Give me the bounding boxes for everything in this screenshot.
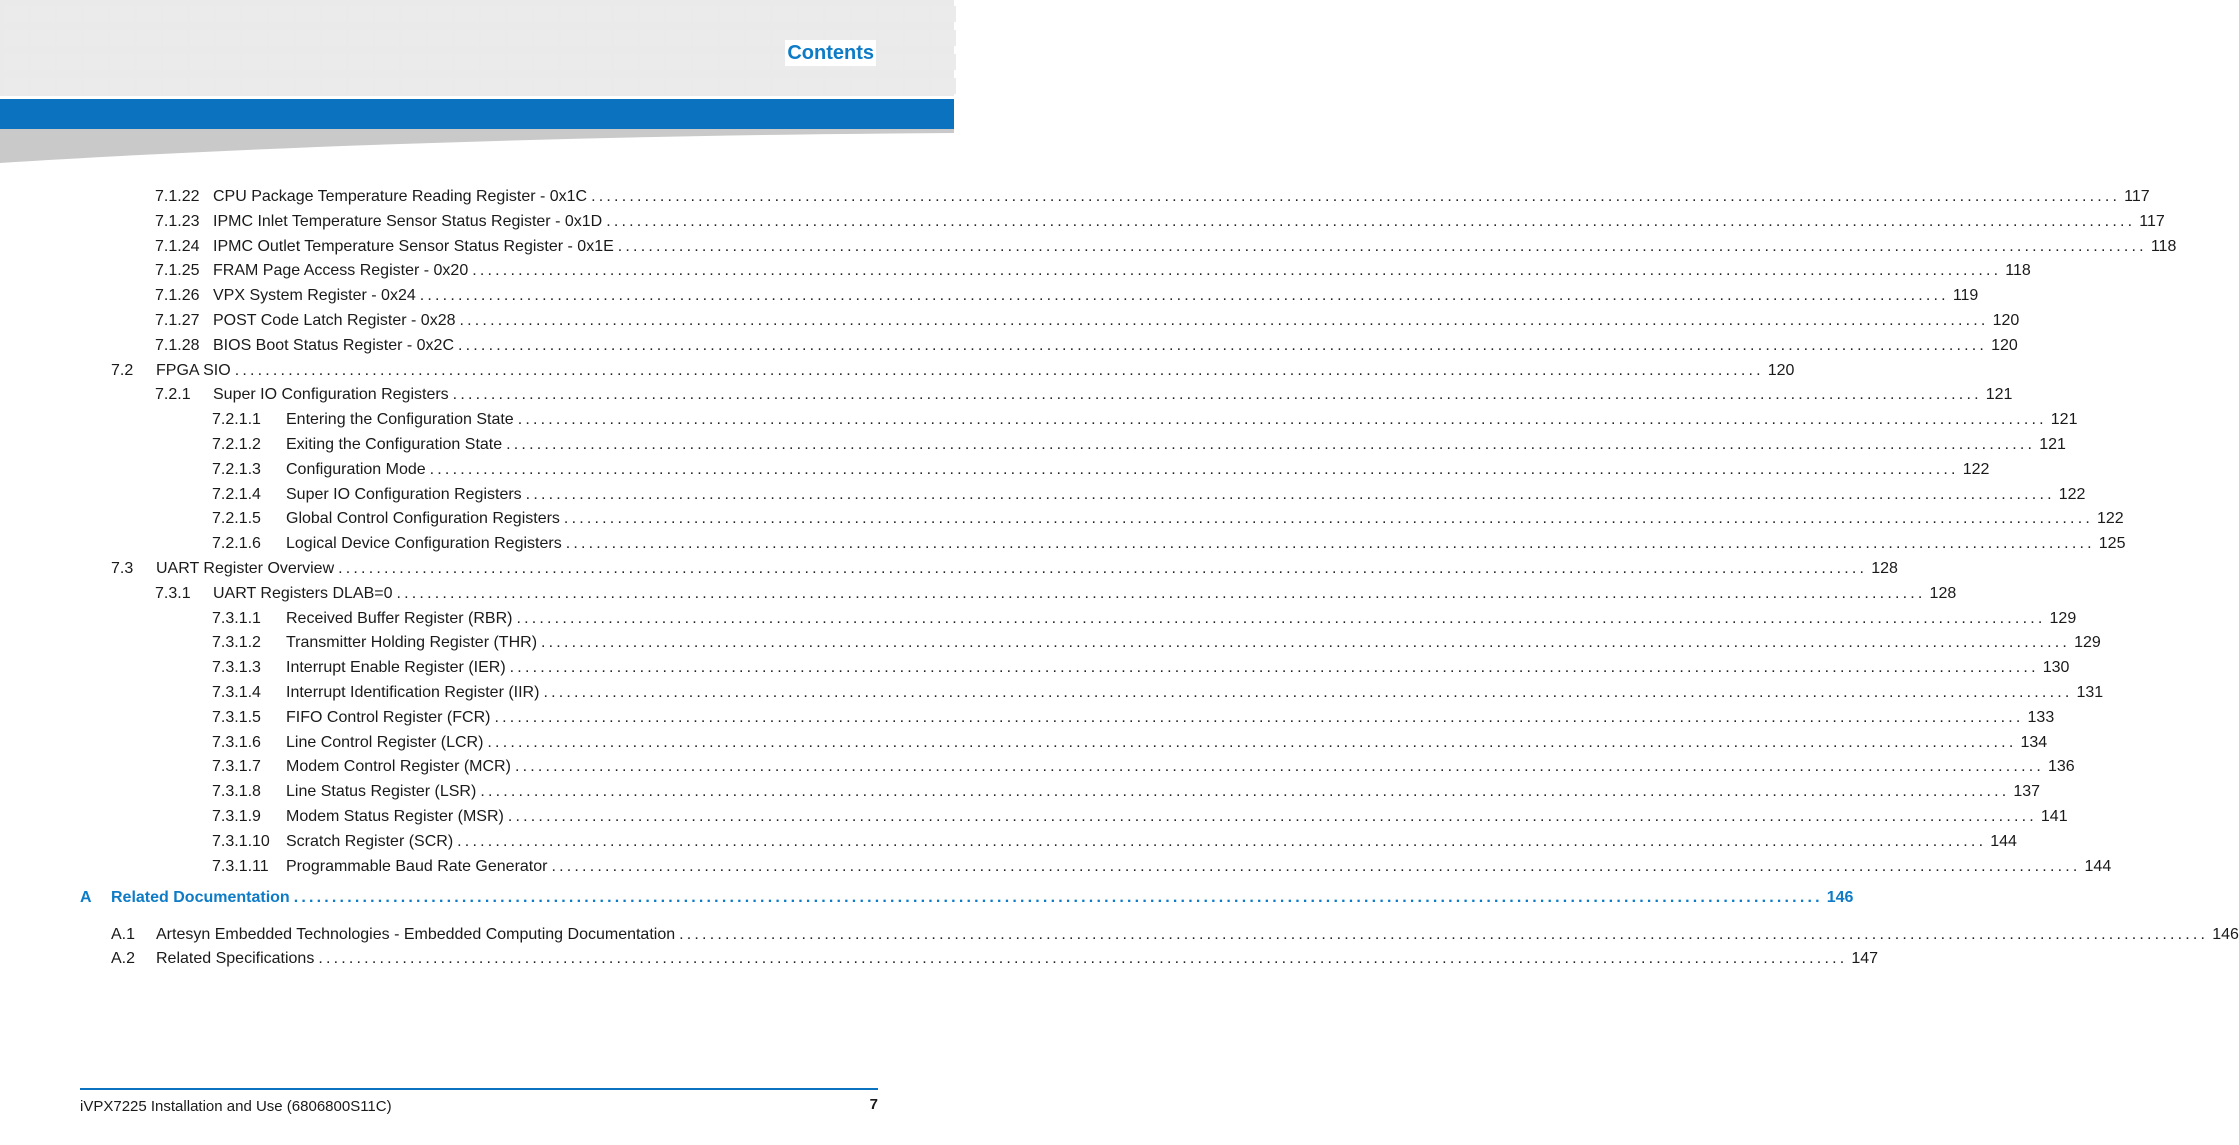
dot-grid-cell (402, 30, 426, 46)
dot-grid-cell (428, 6, 452, 22)
toc-leader-dots: ........................................................................................................................................................................................................ (293, 888, 1823, 906)
toc-entry-number: 7.3.1.8 (212, 783, 261, 801)
toc-entry[interactable] (212, 780, 2041, 804)
dot-grid-cell (561, 54, 585, 70)
dot-grid-cell (4, 6, 28, 22)
toc-leader-dots: ........................................................................................................................................................................................................ (234, 361, 1764, 379)
dot-grid-cell (614, 78, 638, 94)
toc-entry[interactable] (111, 947, 1879, 971)
toc-entry-page: 121 (2035, 433, 2066, 457)
toc-entry-title: POST Code Latch Register - 0x28 (213, 309, 460, 333)
dot-grid-cell (693, 30, 717, 46)
toc-entry[interactable] (155, 582, 1957, 606)
toc-leader-dots: ........................................................................................................................................................................................................ (509, 659, 2039, 677)
toc-entry-number: A (80, 888, 92, 906)
toc-entry-title: Global Control Configuration Registers (286, 507, 564, 531)
toc-entry-number: 7.3.1.2 (212, 634, 261, 652)
footer-rule (80, 1088, 878, 1090)
toc-entry-number: 7.1.25 (155, 262, 200, 280)
dot-grid-cell (110, 54, 134, 70)
dot-grid-cell (693, 6, 717, 22)
dot-grid-cell (137, 6, 161, 22)
dot-grid-cell (720, 6, 744, 22)
dot-grid-cell (84, 6, 108, 22)
toc-entry-number: 7.3.1.5 (212, 708, 261, 726)
toc-entry-number: 7.2.1.1 (212, 411, 261, 429)
toc-entry-page: 146 (1823, 886, 1854, 910)
dot-grid-cell (561, 6, 585, 22)
dot-grid-cell (693, 78, 717, 94)
toc-entry-page: 129 (2046, 607, 2077, 631)
dot-grid-cell (932, 78, 956, 94)
dot-grid-cell (826, 78, 850, 94)
toc-entry-title: UART Registers DLAB=0 (213, 582, 396, 606)
dot-grid-cell (534, 54, 558, 70)
toc-entry[interactable] (212, 507, 2124, 531)
dot-grid-cell (402, 6, 426, 22)
dot-grid-cell (481, 6, 505, 22)
toc-entry[interactable] (111, 557, 1898, 581)
dot-grid-cell (163, 78, 187, 94)
dot-grid-cell (4, 54, 28, 70)
toc-entry-number: 7.1.26 (155, 287, 200, 305)
dot-grid-cell (216, 54, 240, 70)
dot-grid-cell (137, 30, 161, 46)
toc-entry[interactable] (212, 706, 2055, 730)
dot-grid-cell (296, 6, 320, 22)
dot-grid-cell (561, 78, 585, 94)
dot-grid-cell (640, 78, 664, 94)
dot-grid-cell (481, 30, 505, 46)
dot-grid-cell (269, 30, 293, 46)
dot-grid-cell (243, 54, 267, 70)
dot-grid-cell (428, 30, 452, 46)
dot-grid-cell (905, 78, 929, 94)
dot-grid-cell (481, 78, 505, 94)
dot-grid-cell (720, 54, 744, 70)
toc-leader-dots: ........................................................................................................................................................................................................ (617, 237, 2147, 255)
dot-grid-cell (402, 78, 426, 94)
toc-entry-page: 137 (2009, 780, 2040, 804)
dot-grid-cell (84, 30, 108, 46)
dot-grid-cell (31, 78, 55, 94)
dot-grid-cell (561, 30, 585, 46)
toc-entry-page: 147 (1847, 947, 1878, 971)
dot-grid-cell (905, 54, 929, 70)
toc-entry-number: 7.3.1.9 (212, 808, 261, 825)
toc-entry-page: 131 (2073, 681, 2104, 705)
toc-entry-page: 144 (1986, 830, 2017, 854)
toc-entry-title: Transmitter Holding Register (THR) (286, 631, 541, 655)
dot-grid-cell (640, 6, 664, 22)
toc-entry[interactable] (212, 656, 2070, 680)
footer-document-title: iVPX7225 Installation and Use (6806800S11C) (80, 1098, 392, 1115)
toc-entry-page: 120 (1764, 359, 1795, 383)
toc-entry-page: 128 (1926, 582, 1957, 606)
dot-grid-cell (481, 54, 505, 70)
toc-entry-title: Scratch Register (SCR) (286, 830, 457, 854)
toc-entry-page: 134 (2016, 731, 2047, 755)
dot-grid-cell (852, 6, 876, 22)
toc-entry[interactable] (212, 755, 2075, 779)
dot-grid-cell (31, 30, 55, 46)
toc-leader-dots: ........................................................................................................................................................................................................ (458, 336, 1988, 354)
toc-entry-page: 121 (2047, 408, 2078, 432)
toc-entry-page: 144 (2081, 855, 2112, 879)
toc-entry-page: 118 (2001, 259, 2031, 283)
toc-entry-number: 7.2.1.2 (212, 436, 261, 453)
dot-grid-cell (826, 6, 850, 22)
dot-grid-cell (667, 78, 691, 94)
toc-entry[interactable] (212, 681, 2104, 705)
dot-grid-cell (322, 54, 346, 70)
dot-grid-cell (932, 30, 956, 46)
dot-grid-cell (455, 30, 479, 46)
dot-grid-cell (799, 6, 823, 22)
toc-entry-number: 7.1.22 (155, 188, 200, 205)
header-swoosh (0, 129, 954, 165)
dot-grid-cell (57, 30, 81, 46)
dot-grid-cell (190, 6, 214, 22)
dot-grid-cell (508, 30, 532, 46)
toc-leader-dots: ........................................................................................................................................................................................................ (480, 783, 2010, 801)
toc-entry-title: Modem Control Register (MCR) (286, 755, 515, 779)
toc-leader-dots: ........................................................................................................................................................................................................ (506, 436, 2036, 453)
dot-grid-cell (587, 78, 611, 94)
dot-grid-cell (31, 54, 55, 70)
toc-entry-number: 7.2.1.6 (212, 535, 261, 553)
dot-grid-cell (84, 54, 108, 70)
dot-grid-cell (905, 6, 929, 22)
toc-entry-title: FIFO Control Register (FCR) (286, 706, 494, 730)
toc-leader-dots: ........................................................................................................................................................................................................ (525, 485, 2055, 503)
toc-entry[interactable] (212, 631, 2101, 655)
dot-grid-cell (110, 30, 134, 46)
dot-grid-cell (269, 54, 293, 70)
toc-entry-number: 7.2.1.5 (212, 510, 261, 528)
dot-grid-cell (163, 6, 187, 22)
dot-grid-cell (349, 54, 373, 70)
dot-grid-cell (296, 54, 320, 70)
toc-leader-dots: ........................................................................................................................................................................................................ (318, 950, 1848, 968)
toc-leader-dots: ........................................................................................................................................................................................................ (452, 386, 1982, 404)
toc-leader-dots: ........................................................................................................................................................................................................ (551, 857, 2081, 875)
toc-leader-dots: ........................................................................................................................................................................................................ (507, 808, 2037, 825)
dot-grid-cell (746, 30, 770, 46)
dot-grid-cell (720, 78, 744, 94)
toc-entry-number: 7.3.1.3 (212, 659, 261, 677)
toc-entry-title: VPX System Register - 0x24 (213, 284, 420, 308)
toc-entry-title: BIOS Boot Status Register - 0x2C (213, 334, 458, 358)
toc-leader-dots: ........................................................................................................................................................................................................ (419, 287, 1949, 305)
toc-entry-title: Modem Status Register (MSR) (286, 805, 508, 829)
toc-entry-number: 7.3.1.7 (212, 758, 261, 776)
dot-grid-cell (508, 78, 532, 94)
dot-grid-cell (269, 78, 293, 94)
toc-entry-number: A.1 (111, 925, 136, 943)
toc-leader-dots: ........................................................................................................................................................................................................ (338, 560, 1868, 577)
dot-grid-cell (534, 78, 558, 94)
toc-entry-page: 130 (2039, 656, 2070, 680)
toc-entry-number: 7.1.23 (155, 212, 200, 230)
dot-grid-cell (190, 78, 214, 94)
dot-grid-cell (216, 6, 240, 22)
dot-grid-cell (296, 78, 320, 94)
dot-grid-cell (667, 30, 691, 46)
toc-entry[interactable] (212, 483, 2086, 507)
toc-entry[interactable] (212, 433, 2066, 457)
dot-grid-cell (799, 78, 823, 94)
dot-grid-cell (852, 78, 876, 94)
dot-grid-cell (614, 30, 638, 46)
toc-entry-title: UART Register Overview (156, 557, 338, 581)
toc-entry-number: 7.3.1.11 (212, 857, 269, 875)
toc-entry-title: Entering the Configuration State (286, 408, 518, 432)
dot-grid-cell (216, 78, 240, 94)
dot-grid-cell (243, 30, 267, 46)
dot-grid-cell (693, 54, 717, 70)
toc-entry-number: 7.3 (111, 560, 134, 577)
toc-entry-title: Received Buffer Register (RBR) (286, 607, 516, 631)
dot-grid-cell (640, 54, 664, 70)
toc-leader-dots: ........................................................................................................................................................................................................ (679, 925, 2209, 943)
toc-entry-title: Exiting the Configuration State (286, 433, 506, 457)
toc-entry-title: Interrupt Enable Register (IER) (286, 656, 510, 680)
toc-entry-page: 119 (1949, 284, 1979, 308)
toc-entry-number: 7.3.1.10 (212, 832, 270, 850)
toc-leader-dots: ........................................................................................................................................................................................................ (606, 212, 2136, 230)
dot-grid-cell (879, 6, 903, 22)
dot-grid-cell (137, 78, 161, 94)
dot-grid-cell (322, 78, 346, 94)
page-title: Contents (787, 42, 874, 64)
dot-grid-cell (375, 54, 399, 70)
dot-grid-cell (163, 30, 187, 46)
toc-entry[interactable] (155, 185, 2150, 209)
toc-entry-title: Related Specifications (156, 947, 318, 971)
dot-grid-cell (587, 54, 611, 70)
toc-entry-page: 129 (2070, 631, 2101, 655)
toc-entry[interactable] (212, 458, 1990, 482)
dot-grid-cell (216, 30, 240, 46)
dot-grid-cell (614, 54, 638, 70)
toc-entry-page: 117 (2120, 185, 2150, 209)
toc-leader-dots: ........................................................................................................................................................................................................ (457, 832, 1987, 850)
toc-entry-number: 7.1.27 (155, 312, 200, 329)
toc-entry-page: 122 (2093, 507, 2124, 531)
toc-entry[interactable] (212, 607, 2077, 631)
toc-entry-number: A.2 (111, 950, 136, 968)
toc-entry[interactable] (155, 309, 2020, 333)
toc-entry[interactable] (212, 408, 2078, 432)
dot-grid-cell (190, 54, 214, 70)
toc-leader-dots: ........................................................................................................................................................................................................ (517, 411, 2047, 429)
toc-leader-dots: ........................................................................................................................................................................................................ (563, 510, 2093, 528)
toc-entry-page: 122 (2055, 483, 2086, 507)
dot-grid-cell (534, 6, 558, 22)
dot-grid-cell (587, 30, 611, 46)
toc-entry[interactable] (155, 334, 2018, 358)
dot-grid-cell (455, 6, 479, 22)
toc-entry-page: 128 (1867, 557, 1898, 581)
toc-leader-dots: ........................................................................................................................................................................................................ (565, 535, 2095, 553)
dot-grid-cell (190, 30, 214, 46)
toc-entry-page: 133 (2024, 706, 2055, 730)
toc-entry-title: Artesyn Embedded Technologies - Embedded Computing Documentation (156, 923, 679, 947)
toc-entry-number: 7.3.1.6 (212, 733, 261, 751)
toc-entry-number: 7.2.1 (155, 386, 191, 404)
toc-entry-title: FRAM Page Access Register - 0x20 (213, 259, 472, 283)
toc-entry-page: 121 (1982, 383, 2013, 407)
footer-page-number: 7 (869, 1096, 878, 1113)
toc-entry[interactable] (155, 284, 1979, 308)
toc-entry-page: 120 (1989, 309, 2020, 333)
dot-grid-cell (879, 30, 903, 46)
toc-entry-title: Line Status Register (LSR) (286, 780, 480, 804)
dot-grid-cell (773, 78, 797, 94)
dot-grid-cell (349, 78, 373, 94)
dot-grid-cell (508, 54, 532, 70)
toc-entry-number: 7.3.1.1 (212, 609, 261, 627)
toc-leader-dots: ........................................................................................................................................................................................................ (472, 262, 2002, 280)
toc-entry[interactable] (212, 731, 2048, 755)
toc-entry-title: Super IO Configuration Registers (286, 483, 526, 507)
dot-grid-cell (349, 6, 373, 22)
dot-grid-cell (57, 6, 81, 22)
toc-leader-dots: ........................................................................................................................................................................................................ (487, 733, 2017, 751)
toc-entry[interactable] (155, 210, 2165, 234)
toc-entry[interactable] (80, 886, 1854, 910)
toc-leader-dots: ........................................................................................................................................................................................................ (459, 312, 1989, 329)
dot-grid-cell (4, 30, 28, 46)
dot-grid-cell (269, 6, 293, 22)
toc-entry-page: 125 (2095, 532, 2126, 556)
toc-leader-dots: ........................................................................................................................................................................................................ (494, 708, 2024, 726)
dot-grid-cell (587, 6, 611, 22)
dot-grid-cell (243, 6, 267, 22)
dot-grid-cell (296, 30, 320, 46)
toc-leader-dots: ........................................................................................................................................................................................................ (591, 188, 2121, 205)
toc-entry-title: IPMC Outlet Temperature Sensor Status Register - 0x1E (213, 235, 618, 259)
toc-entry-page: 146 (2208, 923, 2239, 947)
toc-entry-title: Configuration Mode (286, 458, 430, 482)
dot-grid-cell (746, 54, 770, 70)
toc-entry-title: CPU Package Temperature Reading Register - 0x1C (213, 185, 591, 209)
dot-grid-cell (110, 6, 134, 22)
dot-grid-cell (349, 30, 373, 46)
dot-grid-cell (879, 54, 903, 70)
toc-entry-title: Related Documentation (111, 886, 294, 910)
dot-grid-cell (375, 78, 399, 94)
dot-grid-cell (84, 78, 108, 94)
dot-grid-cell (667, 54, 691, 70)
toc-entry-title: IPMC Inlet Temperature Sensor Status Register - 0x1D (213, 210, 606, 234)
dot-grid-cell (163, 54, 187, 70)
dot-grid-cell (455, 54, 479, 70)
dot-grid-cell (322, 6, 346, 22)
toc-entry-number: 7.2.1.3 (212, 460, 261, 478)
toc-entry-number: 7.3.1 (155, 584, 191, 602)
toc-entry-title: Programmable Baud Rate Generator (286, 855, 551, 879)
dot-grid-cell (746, 78, 770, 94)
dot-grid-cell (243, 78, 267, 94)
toc-entry[interactable] (212, 855, 2112, 879)
dot-grid-cell (534, 30, 558, 46)
toc-entry-number: 7.3.1.4 (212, 684, 261, 701)
dot-grid-cell (508, 6, 532, 22)
toc-entry-title: FPGA SIO (156, 359, 235, 383)
toc-entry-page: 118 (2147, 235, 2177, 259)
toc-entry-number: 7.1.28 (155, 336, 200, 354)
toc-entry[interactable] (111, 359, 1795, 383)
toc-leader-dots: ........................................................................................................................................................................................................ (516, 609, 2046, 627)
toc-leader-dots: ........................................................................................................................................................................................................ (396, 584, 1926, 602)
dot-grid-cell (746, 6, 770, 22)
dot-grid-cell (667, 6, 691, 22)
dot-grid-cell (375, 6, 399, 22)
toc-entry-title: Logical Device Configuration Registers (286, 532, 566, 556)
dot-grid-cell (879, 78, 903, 94)
toc-entry-page: 141 (2037, 805, 2068, 829)
dot-grid-cell (640, 30, 664, 46)
toc-entry[interactable] (155, 235, 2177, 259)
toc-entry-page: 122 (1959, 458, 1990, 482)
toc-entry-title: Line Control Register (LCR) (286, 731, 487, 755)
toc-entry[interactable] (212, 532, 2126, 556)
dot-grid-cell (932, 54, 956, 70)
toc-entry-number: 7.2 (111, 361, 134, 379)
dot-grid-cell (110, 78, 134, 94)
toc-entry[interactable] (155, 259, 2031, 283)
dot-grid-cell (31, 6, 55, 22)
dot-grid-cell (375, 30, 399, 46)
toc-entry-page: 120 (1987, 334, 2018, 358)
dot-grid-cell (428, 54, 452, 70)
dot-grid-cell (428, 78, 452, 94)
dot-grid-cell (402, 54, 426, 70)
dot-grid-cell (773, 6, 797, 22)
toc-leader-dots: ........................................................................................................................................................................................................ (541, 634, 2071, 652)
toc-leader-dots: ........................................................................................................................................................................................................ (429, 460, 1959, 478)
dot-grid-cell (57, 78, 81, 94)
toc-entry-number: 7.2.1.4 (212, 485, 261, 503)
toc-entry-page: 136 (2044, 755, 2075, 779)
dot-grid-cell (614, 6, 638, 22)
toc-leader-dots: ........................................................................................................................................................................................................ (543, 684, 2073, 701)
dot-grid-cell (322, 30, 346, 46)
toc-entry[interactable] (212, 805, 2068, 829)
dot-grid-cell (932, 6, 956, 22)
dot-grid-cell (720, 30, 744, 46)
toc-entry-title: Super IO Configuration Registers (213, 383, 453, 407)
toc-entry[interactable] (212, 830, 2017, 854)
header-blue-bar (0, 99, 954, 129)
dot-grid-cell (905, 30, 929, 46)
toc-entry-title: Interrupt Identification Register (IIR) (286, 681, 543, 705)
dot-grid-cell (4, 78, 28, 94)
toc-entry[interactable] (111, 923, 2239, 947)
dot-grid-cell (57, 54, 81, 70)
toc-entry-number: 7.1.24 (155, 237, 200, 255)
toc-entry[interactable] (155, 383, 2013, 407)
dot-grid-cell (455, 78, 479, 94)
toc-entry-page: 117 (2135, 210, 2165, 234)
dot-grid-cell (137, 54, 161, 70)
toc-leader-dots: ........................................................................................................................................................................................................ (514, 758, 2044, 776)
